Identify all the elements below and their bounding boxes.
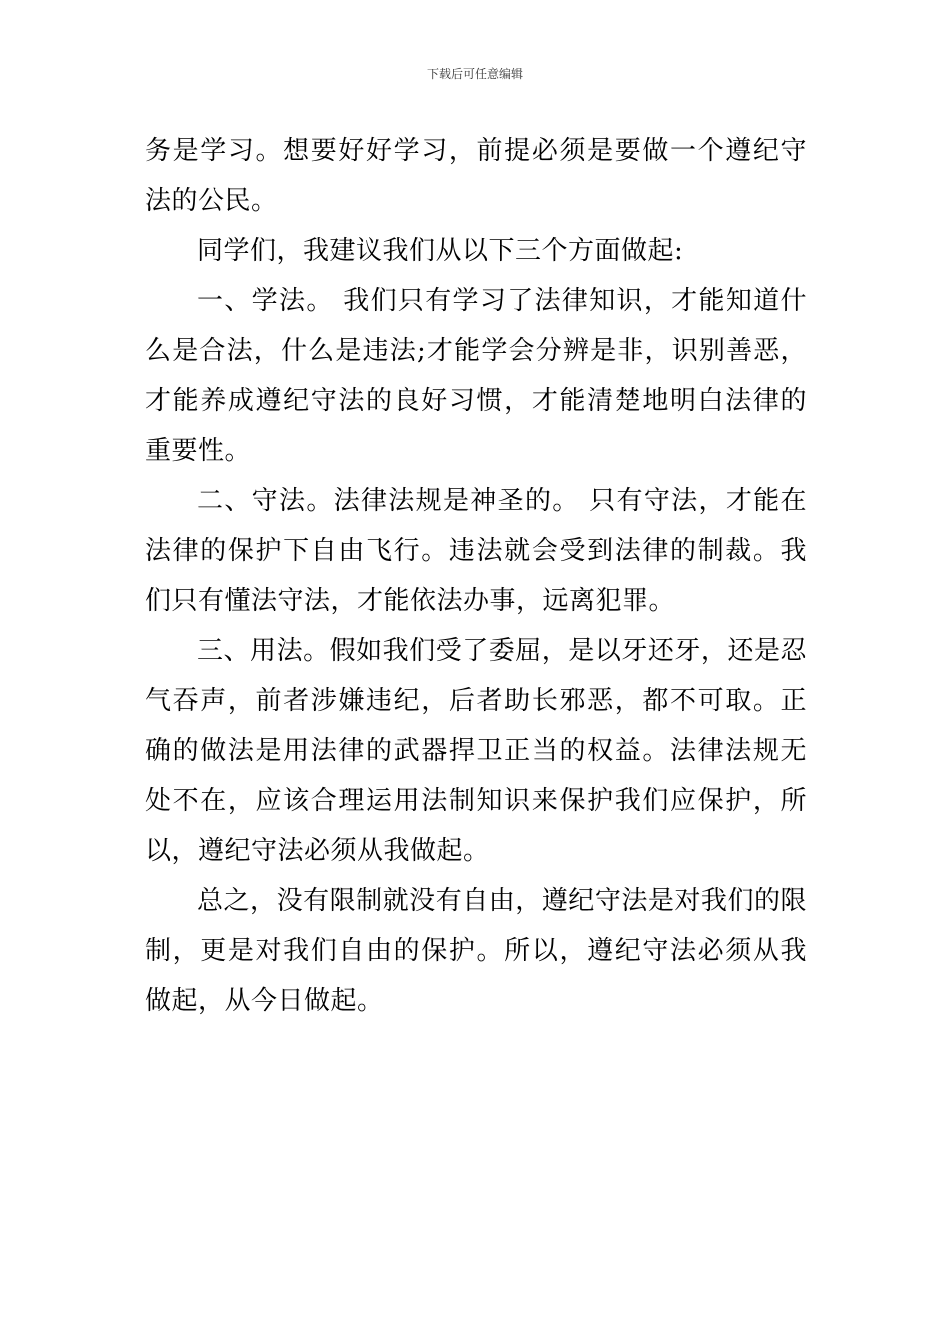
paragraph-conclusion: 总之，没有限制就没有自由，遵纪守法是对我们的限制，更是对我们自由的保护。所以，遵纪守法必须从我做起，从今日做起。	[145, 886, 807, 1016]
paragraph-continuation: 务是学习。想要好好学习，前提必须是要做一个遵纪守法的公民。	[145, 136, 807, 216]
paragraph-obey-law: 二、守法。法律法规是神圣的。 只有守法，才能在法律的保护下自由飞行。违法就会受到法律的制裁。我们只有懂法守法，才能依法办事，远离犯罪。	[145, 486, 807, 616]
paragraph-use-law: 三、用法。假如我们受了委屈，是以牙还牙，还是忍气吞声，前者涉嫌违纪，后者助长邪恶，都不可取。正确的做法是用法律的武器捍卫正当的权益。法律法规无处不在，应该合理运用法制知识来保护我们应保护，所以，遵纪守法必须从我做起。	[145, 636, 807, 866]
document-body	[145, 126, 807, 1026]
paragraph-learn-law: 一、学法。 我们只有学习了法律知识，才能知道什么是合法，什么是违法;才能学会分辨是非，识别善恶，才能养成遵纪守法的良好习惯，才能清楚地明白法律的重要性。	[145, 286, 807, 466]
paragraph-intro: 同学们，我建议我们从以下三个方面做起:	[197, 236, 684, 266]
page-header: 下载后可任意编辑	[426, 67, 523, 81]
